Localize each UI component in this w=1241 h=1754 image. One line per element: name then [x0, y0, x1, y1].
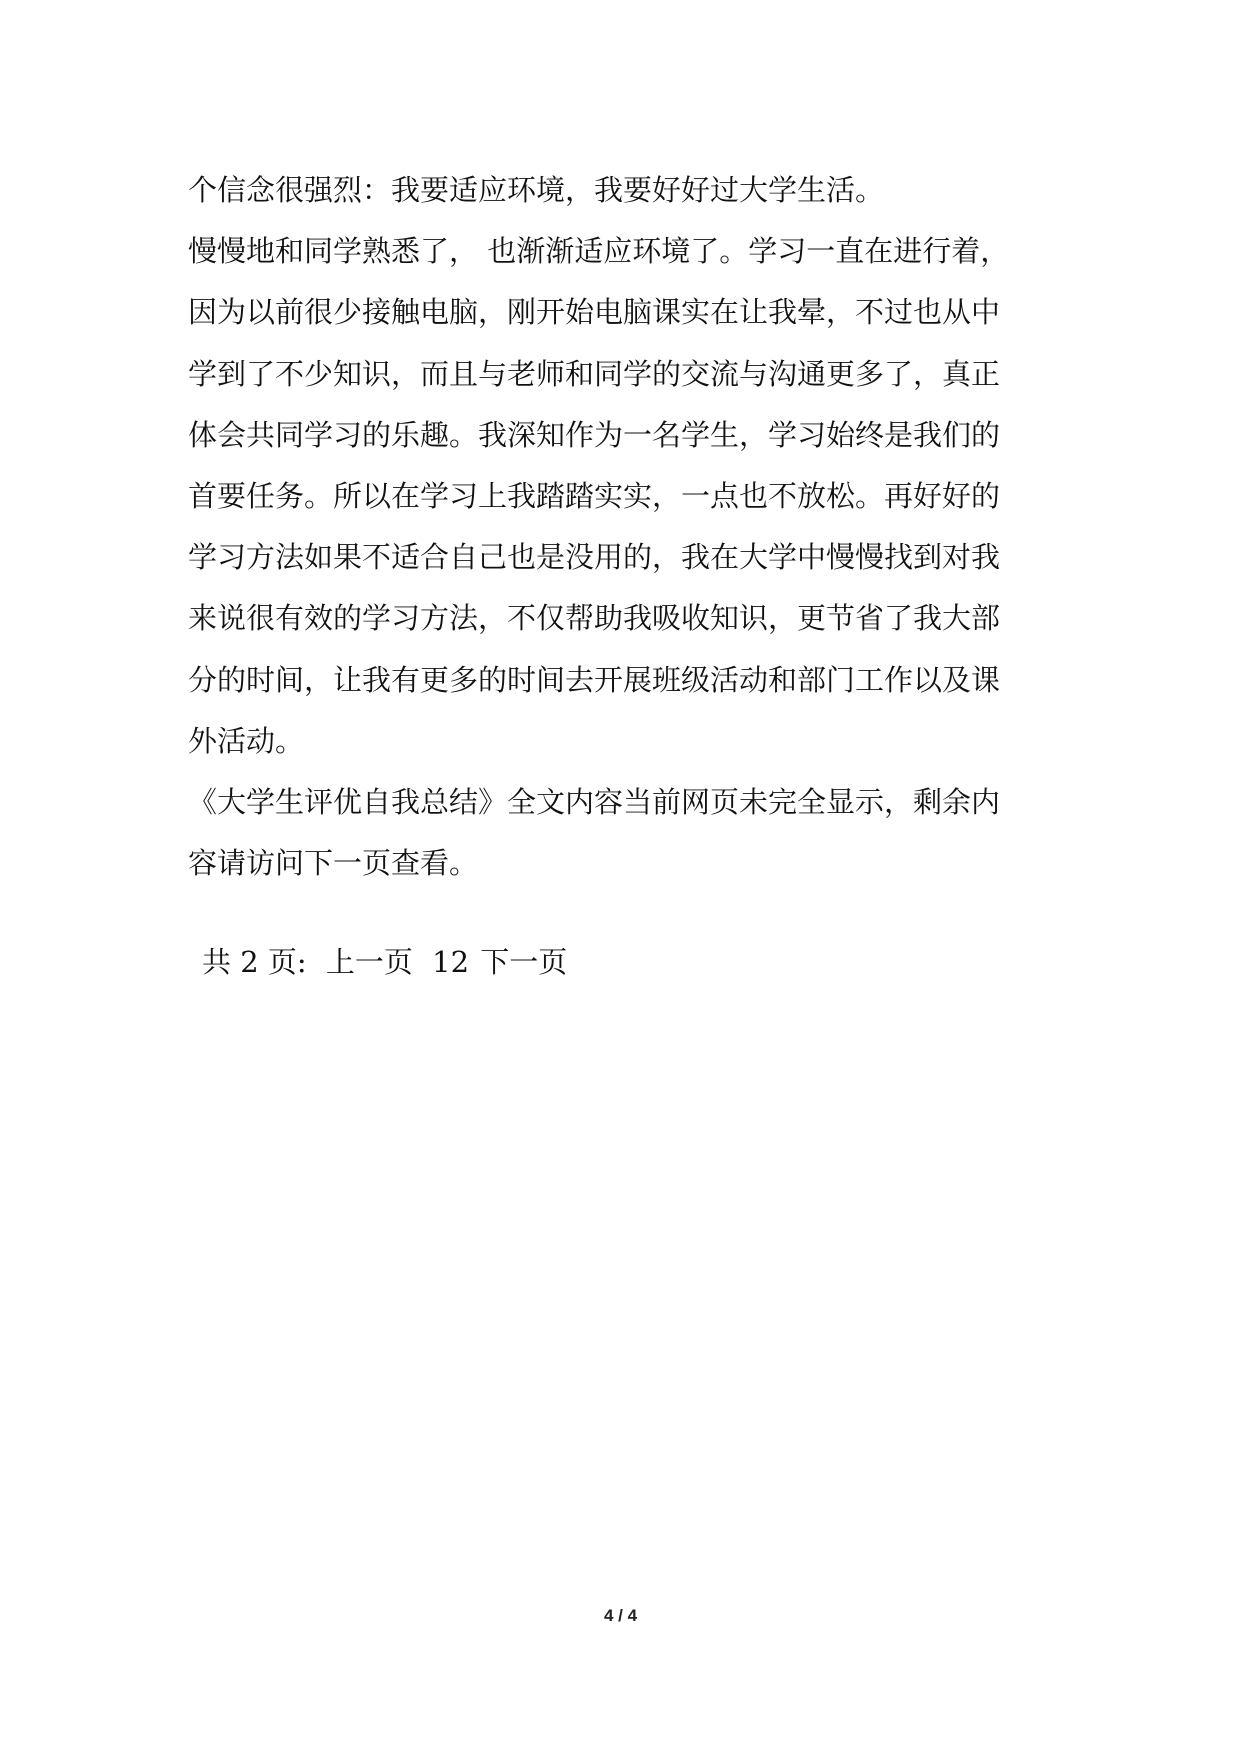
paragraph-line: 分的时间，让我有更多的时间去开展班级活动和部门工作以及课: [188, 662, 1001, 697]
paragraph-line: 个信念很强烈：我要适应环境，我要好好过大学生活。: [188, 173, 885, 207]
notice-line: 容请访问下一页查看。: [188, 846, 479, 881]
prev-page-link[interactable]: 上一页: [325, 945, 413, 979]
paragraph-line: 因为以前很少接触电脑，刚开始电脑课实在让我晕，不过也从中: [188, 295, 1001, 330]
document-body: [188, 160, 1068, 894]
page-indicator: 4 / 4: [603, 1606, 638, 1625]
paragraph-line: 首要任务。所以在学习上我踏踏实实，一点也不放松。再好好的: [188, 478, 1001, 513]
paragraph-line: 学习方法如果不适合自己也是没用的，我在大学中慢慢找到对我: [188, 540, 1001, 575]
pagination-total: 共 2 页:: [202, 945, 307, 979]
pagination: [202, 938, 567, 986]
paragraph-line: 体会共同学习的乐趣。我深知作为一名学生，学习始终是我们的: [188, 417, 1001, 452]
next-page-link[interactable]: 下一页: [480, 945, 568, 979]
paragraph-line: 外活动。: [188, 723, 305, 758]
paragraph-line: 慢慢地和同学熟悉了， 也渐渐适应环境了。学习一直在进行着，: [188, 234, 1010, 269]
paragraph-line: 学到了不少知识，而且与老师和同学的交流与沟通更多了，真正: [188, 356, 1001, 391]
page-number-links[interactable]: 12: [432, 945, 470, 979]
notice-line: 《大学生评优自我总结》全文内容当前网页未完全显示，剩余内: [188, 784, 1001, 819]
paragraph-line: 来说很有效的学习方法，不仅帮助我吸收知识，更节省了我大部: [188, 601, 1001, 636]
